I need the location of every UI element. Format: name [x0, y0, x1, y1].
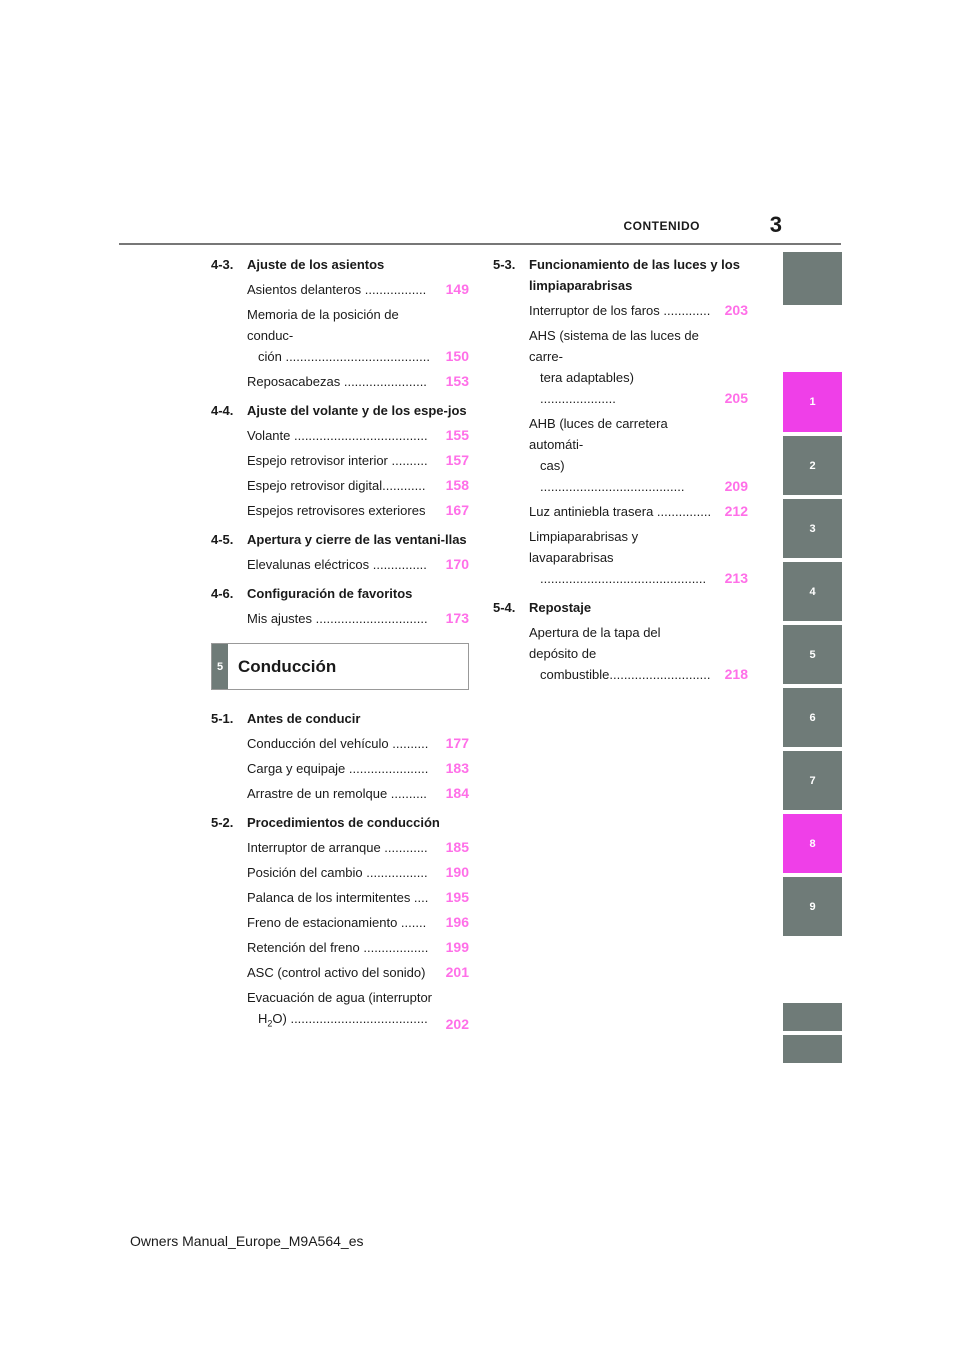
section-number: 4-3.	[211, 257, 234, 272]
toc-entry[interactable]	[247, 500, 469, 521]
toc-entry-text: Espejo retrovisor digital............	[247, 478, 426, 493]
section-number: 5-1.	[211, 711, 234, 726]
section-title: Ajuste de los asientos	[247, 257, 385, 272]
toc-page-link[interactable]: 184	[445, 785, 469, 801]
toc-entry[interactable]	[247, 475, 469, 496]
toc-entry[interactable]	[529, 300, 748, 321]
toc-page-link[interactable]: 205	[724, 390, 748, 406]
section-heading	[493, 597, 748, 618]
toc-entry[interactable]	[529, 413, 748, 497]
section-title: Antes de conducir	[247, 711, 361, 726]
toc-entry-text: Interruptor de arranque ............	[247, 840, 428, 855]
tab-chapter-7[interactable]: 7	[783, 751, 842, 810]
page-number: 3	[769, 212, 782, 237]
toc-page-link[interactable]: 185	[445, 839, 469, 855]
toc-entry[interactable]	[247, 837, 469, 858]
toc-page-link[interactable]: 153	[445, 373, 469, 389]
footer-document-id: Owners Manual_Europe_M9A564_es	[130, 1233, 364, 1249]
section-heading	[211, 254, 469, 275]
toc-entry-text: Luz antiniebla trasera ...............	[529, 504, 712, 519]
chapter-title: Conducción	[238, 656, 337, 676]
toc-page-link[interactable]: 195	[445, 889, 469, 905]
toc-entry-text: Palanca de los intermitentes ....	[247, 890, 429, 905]
toc-page-link[interactable]: 209	[724, 478, 748, 494]
toc-page-link[interactable]: 203	[724, 302, 748, 318]
toc-entry[interactable]	[247, 554, 469, 575]
tab-chapter-1[interactable]: 1	[783, 372, 842, 432]
toc-entry[interactable]	[247, 425, 469, 446]
tab-chapter-4[interactable]: 4	[783, 562, 842, 621]
toc-entry[interactable]	[529, 325, 748, 409]
section-title: Repostaje	[529, 600, 592, 615]
toc-entry-text: Volante .....................................	[247, 428, 428, 443]
section-number: 4-4.	[211, 403, 234, 418]
toc-entry-text-cont: ción ........................................	[258, 349, 430, 364]
tab-chapter-8[interactable]: 8	[783, 814, 842, 873]
toc-entry-text: Limpiaparabrisas y lavaparabrisas	[529, 529, 639, 565]
toc-page-link[interactable]: 183	[445, 760, 469, 776]
section-heading	[211, 708, 469, 729]
toc-entry-text: Retención del freno ..................	[247, 940, 429, 955]
toc-entry-text: ASC (control activo del sonido)	[247, 965, 426, 980]
toc-entry[interactable]	[529, 526, 748, 589]
toc-entry[interactable]	[247, 279, 469, 300]
toc-entry-text: Memoria de la posición de conduc-	[247, 307, 399, 343]
section-number: 4-5.	[211, 532, 234, 547]
toc-entry[interactable]	[529, 622, 748, 685]
toc-entry[interactable]	[529, 501, 748, 522]
toc-entry-text: Apertura de la tapa del depósito de	[529, 625, 661, 661]
section-heading	[211, 583, 469, 604]
toc-entry-text: Conducción del vehículo ..........	[247, 736, 429, 751]
tab-chapter-5[interactable]: 5	[783, 625, 842, 684]
section-title: Funcionamiento de las luces y los limpiaparabrisas	[529, 257, 740, 293]
toc-entry-text: Freno de estacionamiento .......	[247, 915, 427, 930]
toc-entry[interactable]	[247, 887, 469, 908]
toc-page-link[interactable]: 190	[445, 864, 469, 880]
section-title: Ajuste del volante y de los espe-jos	[247, 403, 467, 418]
toc-entry-text: Mis ajustes ...............................	[247, 611, 428, 626]
tab-blank-bottom-2[interactable]	[783, 1035, 842, 1063]
toc-entry-text: Espejo retrovisor interior ..........	[247, 453, 428, 468]
toc-entry-text-cont: tera adaptables) .....................	[540, 370, 634, 406]
toc-page-link[interactable]: 167	[445, 502, 469, 518]
toc-entry-text: Carga y equipaje ......................	[247, 761, 429, 776]
toc-entry-text: Evacuación de agua (interruptor	[247, 990, 433, 1005]
tab-chapter-6[interactable]: 6	[783, 688, 842, 747]
header-section-title: CONTENIDO	[623, 219, 700, 233]
toc-page-link[interactable]: 201	[445, 964, 469, 980]
toc-page-link[interactable]: 158	[445, 477, 469, 493]
toc-entry-text-cont: $H_2O$) ......................................	[258, 1011, 428, 1029]
toc-entry[interactable]	[247, 783, 469, 804]
toc-entry[interactable]	[247, 962, 469, 983]
toc-entry[interactable]	[247, 758, 469, 779]
toc-entry[interactable]	[247, 733, 469, 754]
section-title: Configuración de favoritos	[247, 586, 413, 601]
toc-entry-text-cont: ..............................................	[540, 571, 707, 586]
toc-entry-text: Interruptor de los faros .............	[529, 303, 711, 318]
header-divider	[119, 243, 841, 245]
section-number: 5-4.	[493, 600, 516, 615]
tab-chapter-2[interactable]: 2	[783, 436, 842, 495]
toc-entry-text: Asientos delanteros .................	[247, 282, 427, 297]
toc-page-link[interactable]: 150	[445, 348, 469, 364]
toc-entry[interactable]	[247, 862, 469, 883]
toc-entry-text: Posición del cambio .................	[247, 865, 428, 880]
toc-page-link[interactable]: 202	[445, 1015, 469, 1032]
tab-blank-bottom-1[interactable]	[783, 1003, 842, 1031]
toc-page-link[interactable]: 173	[445, 610, 469, 626]
tab-chapter-9[interactable]: 9	[783, 877, 842, 936]
toc-entry[interactable]	[247, 371, 469, 392]
section-title: Procedimientos de conducción	[247, 815, 440, 830]
toc-page-link[interactable]: 155	[445, 427, 469, 443]
toc-entry-text: Reposacabezas .......................	[247, 374, 427, 389]
toc-page-link[interactable]: 213	[724, 570, 748, 586]
toc-page-link[interactable]: 196	[445, 914, 469, 930]
toc-page-link[interactable]: 177	[445, 735, 469, 751]
toc-entry-text-cont: combustible............................	[540, 667, 711, 682]
toc-entry-text: Elevalunas eléctricos ...............	[247, 557, 427, 572]
toc-entry-text: Espejos retrovisores exteriores	[247, 503, 426, 518]
toc-entry[interactable]	[247, 304, 469, 367]
toc-page-link[interactable]: 199	[445, 939, 469, 955]
tab-blank-top[interactable]	[783, 252, 842, 305]
chapter-number: 5	[212, 644, 228, 689]
toc-entry[interactable]	[247, 450, 469, 471]
chapter-banner	[211, 643, 469, 690]
section-number: 5-2.	[211, 815, 234, 830]
toc-entry-text: Arrastre de un remolque ..........	[247, 786, 427, 801]
section-heading	[211, 529, 469, 550]
section-number: 5-3.	[493, 257, 516, 272]
toc-page-link[interactable]: 157	[445, 452, 469, 468]
toc-entry[interactable]	[247, 937, 469, 958]
toc-right-column	[493, 254, 748, 689]
toc-entry-text: AHB (luces de carretera automáti-	[529, 416, 668, 452]
toc-entry[interactable]	[247, 912, 469, 933]
section-heading	[211, 400, 469, 421]
section-heading	[493, 254, 748, 296]
tab-chapter-3[interactable]: 3	[783, 499, 842, 558]
toc-entry-text: AHS (sistema de las luces de carre-	[529, 328, 699, 364]
toc-page-link[interactable]: 149	[445, 281, 469, 297]
toc-page-link[interactable]: 170	[445, 556, 469, 572]
toc-entry[interactable]	[247, 608, 469, 629]
toc-entry[interactable]	[247, 987, 469, 1035]
toc-left-column	[211, 254, 469, 1039]
section-title: Apertura y cierre de las ventani-llas	[247, 532, 467, 547]
toc-page-link[interactable]: 218	[724, 666, 748, 682]
toc-entry-text-cont: cas) ........................................	[540, 458, 685, 494]
section-number: 4-6.	[211, 586, 234, 601]
section-heading	[211, 812, 469, 833]
toc-page-link[interactable]: 212	[724, 503, 748, 519]
